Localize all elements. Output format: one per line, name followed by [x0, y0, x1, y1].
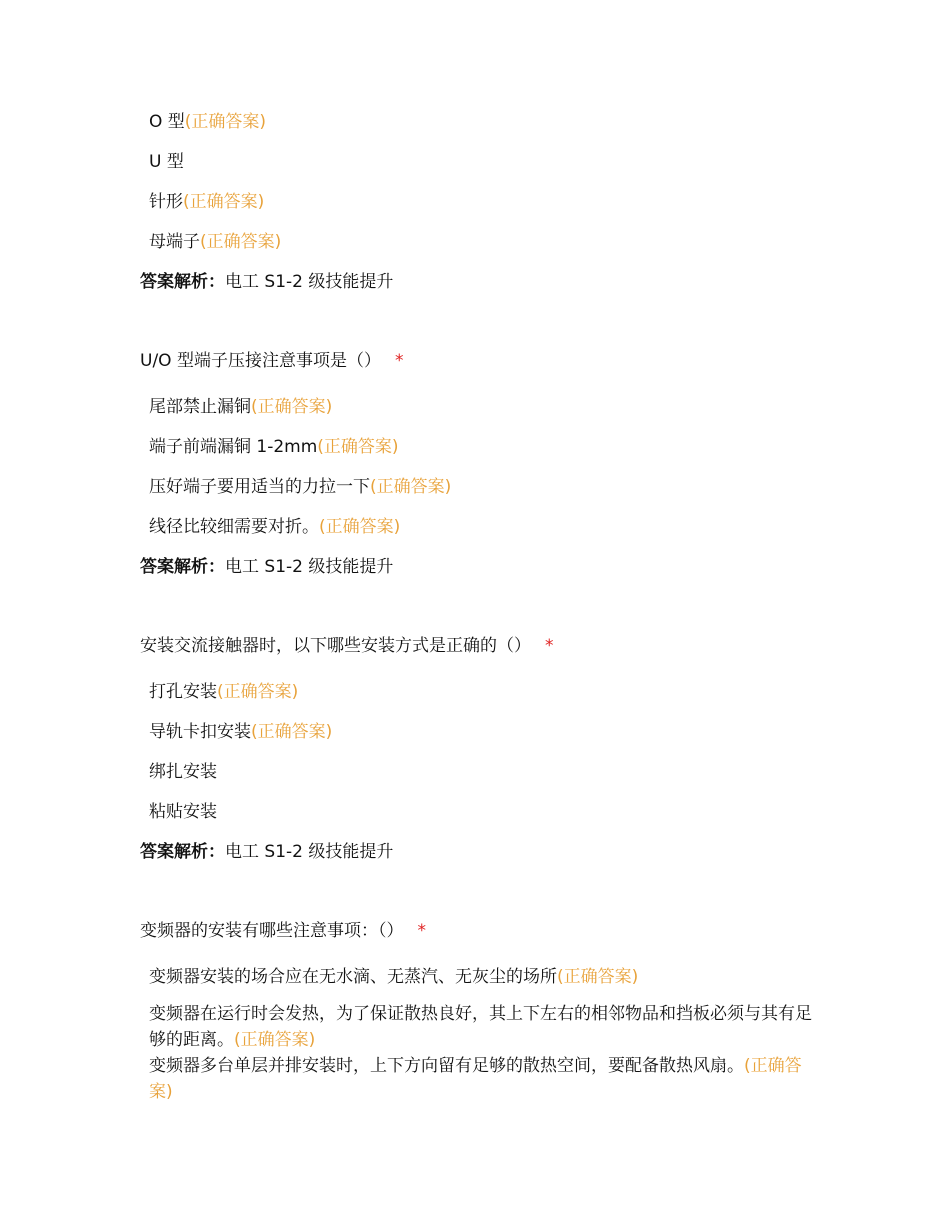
option-text: 线径比较细需要对折。 [149, 517, 319, 537]
analysis-text: 电工 S1-2 级技能提升 [225, 557, 394, 577]
option-text: O 型 [149, 112, 185, 132]
options-list [149, 397, 820, 537]
question-title [140, 921, 820, 941]
option-o-type [149, 112, 820, 132]
option-pull-test [149, 477, 820, 497]
options-list [149, 967, 820, 1105]
analysis-text: 电工 S1-2 级技能提升 [225, 842, 394, 862]
required-asterisk: * [417, 921, 426, 941]
correct-answer-marker: (正确答案) [200, 232, 282, 252]
answer-analysis [140, 557, 820, 577]
quiz-document [140, 112, 820, 1105]
required-asterisk: * [394, 351, 404, 371]
option-no-exposed-copper-tail [149, 397, 820, 417]
option-text: 绑扎安装 [149, 762, 217, 782]
option-rail-clip-mount [149, 722, 820, 742]
option-text: 尾部禁止漏铜 [149, 397, 251, 417]
option-text: 变频器在运行时会发热，为了保证散热良好，其上下左右的相邻物品和挡板必须与其有足够的距离。 [149, 1004, 812, 1050]
correct-answer-marker: (正确答案) [217, 682, 299, 702]
question-block-3 [140, 636, 820, 862]
options-list [149, 682, 820, 822]
question-block-2 [140, 351, 820, 577]
analysis-label: 答案解析： [140, 842, 225, 862]
option-text: 变频器安装的场合应在无水滴、无蒸汽、无灰尘的场所 [149, 967, 557, 987]
option-drill-mount [149, 682, 820, 702]
option-female-terminal [149, 232, 820, 252]
correct-answer-marker: (正确答案) [319, 517, 401, 537]
question-block-4 [140, 921, 820, 1105]
analysis-label: 答案解析： [140, 272, 225, 292]
required-asterisk: * [545, 636, 554, 656]
question-block-1 [140, 112, 820, 292]
question-title [140, 351, 820, 371]
correct-answer-marker: (正确答案) [183, 192, 265, 212]
option-clean-environment [149, 967, 820, 987]
question-text: U/O 型端子压接注意事项是（） [140, 351, 381, 371]
option-text: U 型 [149, 152, 184, 172]
option-text: 针形 [149, 192, 183, 212]
analysis-text: 电工 S1-2 级技能提升 [225, 272, 394, 292]
correct-answer-marker: (正确答案) [251, 722, 333, 742]
option-text: 母端子 [149, 232, 200, 252]
option-pin-type [149, 192, 820, 212]
option-text: 压好端子要用适当的力拉一下 [149, 477, 370, 497]
correct-answer-marker: (正确答案) [370, 477, 452, 497]
option-text: 变频器多台单层并排安装时，上下方向留有足够的散热空间，要配备散热风扇。 [149, 1056, 744, 1076]
correct-answer-marker: (正确答案) [557, 967, 639, 987]
option-heat-clearance [149, 1001, 820, 1053]
option-text: 端子前端漏铜 1-2mm [149, 437, 318, 457]
option-text: 导轨卡扣安装 [149, 722, 251, 742]
question-text: 安装交流接触器时，以下哪些安装方式是正确的（） [140, 636, 531, 656]
correct-answer-marker: (正确答案) [317, 437, 399, 457]
question-text: 变频器的安装有哪些注意事项：（） [140, 921, 404, 941]
correct-answer-marker: (正确答案) [149, 1056, 802, 1102]
option-fold-thin-wire [149, 517, 820, 537]
answer-analysis [140, 272, 820, 292]
option-text: 打孔安装 [149, 682, 217, 702]
option-u-type [149, 152, 820, 172]
analysis-label: 答案解析： [140, 557, 225, 577]
correct-answer-marker: (正确答案) [184, 112, 267, 132]
answer-analysis [140, 842, 820, 862]
options-list [149, 112, 820, 252]
option-side-by-side-fans [149, 1053, 820, 1105]
question-title [140, 636, 820, 656]
option-adhesive-mount [149, 802, 820, 822]
correct-answer-marker: (正确答案) [234, 1030, 316, 1050]
option-text: 粘贴安装 [149, 802, 217, 822]
option-front-exposed-copper [149, 437, 820, 457]
option-tie-mount [149, 762, 820, 782]
correct-answer-marker: (正确答案) [251, 397, 333, 417]
